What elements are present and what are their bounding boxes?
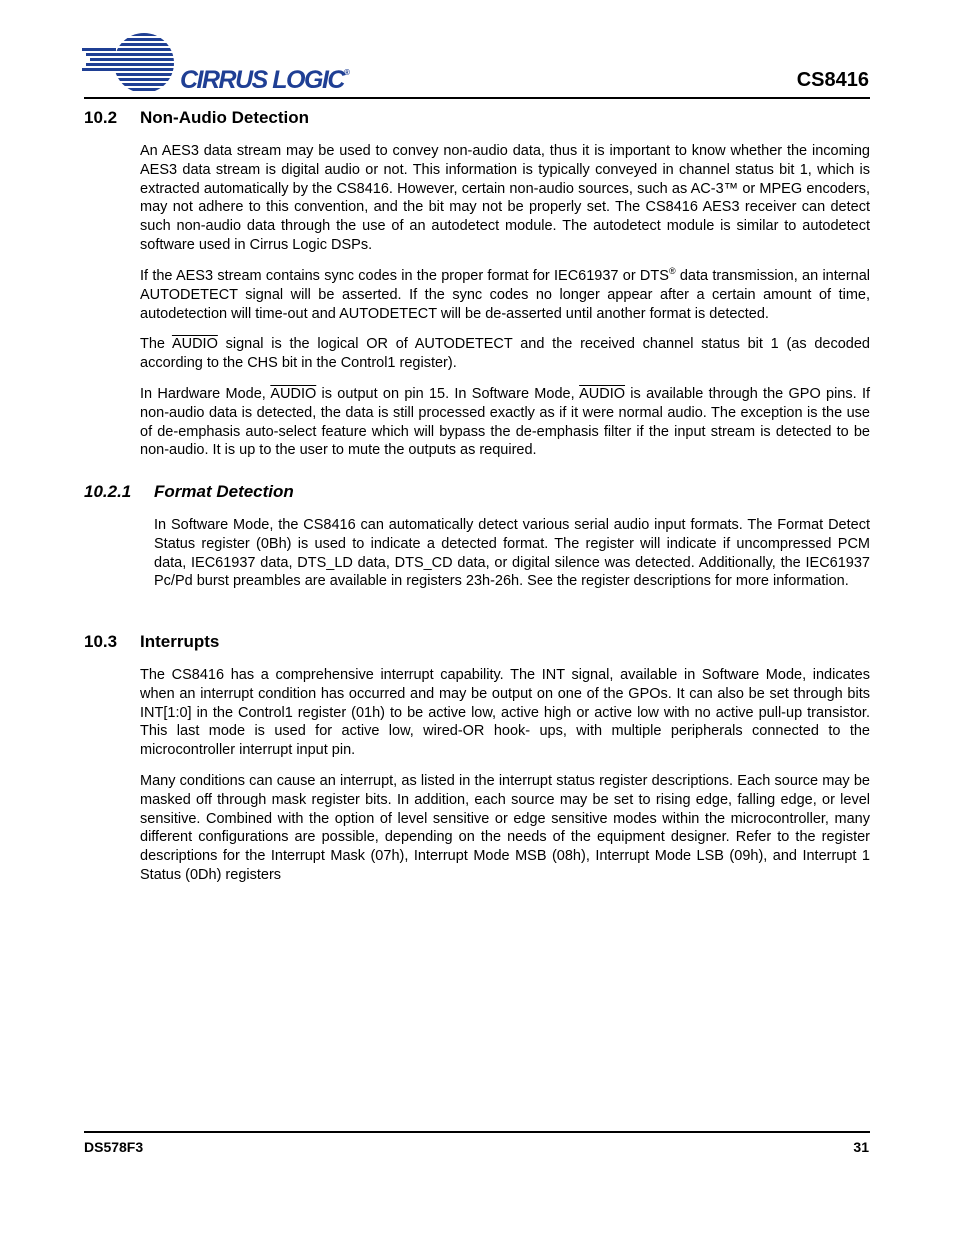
paragraph: An AES3 data stream may be used to convey non-audio data, thus it is important to know whether the incoming AES3 data stream is digital audio or not. This information is typically conveyed in channel status bit 1, which is extracted automatically by the CS8416. However, certain non-audio sources, such as AC-3™ or MPEG encoders, may not adhere to this convention, and the bit may not be properly set. The CS8416 AES3 receiver can detect such non-audio data through the use of an autodetect module. The autodetect module is similar to autodetect software used in Cirrus Logic DSPs. bbox=[140, 143, 870, 253]
section-number: 10.2.1 bbox=[84, 482, 132, 501]
document-id: DS578F3 bbox=[84, 1139, 144, 1155]
section-number: 10.3 bbox=[84, 632, 118, 651]
audio-signal-name: AUDIO bbox=[171, 336, 218, 352]
part-number: CS8416 bbox=[796, 69, 869, 91]
section-heading-10-2-1 bbox=[84, 482, 294, 502]
section-number: 10.2 bbox=[84, 108, 118, 127]
section-title: Format Detection bbox=[154, 482, 294, 501]
paragraph: The AUDIO signal is the logical OR of AUTODETECT and the received channel status bit 1 (as decoded according to the CHS bit in the Control1 register). bbox=[140, 336, 870, 371]
footer-rule bbox=[84, 1131, 870, 1133]
paragraph: The CS8416 has a comprehensive interrupt capability. The INT signal, available in Software Mode, indicates when an interrupt condition has occurred and may be output on one of the GPOs. It can also be set through bits INT[1:0] in the Control1 register (01h) to be active low, active high or active low with no active pull-up transistor. This last mode is used for active low, wired-OR hook- ups, with multiple peripherals connected to the microcontroller interrupt input pin. bbox=[140, 667, 870, 759]
audio-signal-name: AUDIO bbox=[579, 386, 626, 402]
logo-wordmark: CIRRUS LOGIC® bbox=[180, 66, 350, 94]
paragraph: In Hardware Mode, AUDIO is output on pin 15. In Software Mode, AUDIO is available through the GPO pins. If non-audio data is detected, the data is still processed exactly as if it were normal audio. The exception is the use of de-emphasis auto-select feature which will bypass the de-emphasis filter if the input stream is detected to be non-audio. It is up to the user to mute the outputs as required. bbox=[140, 386, 870, 459]
audio-signal-name: AUDIO bbox=[270, 386, 317, 402]
paragraph: In Software Mode, the CS8416 can automatically detect various serial audio input formats. The Format Detect Status register (0Bh) is used to indicate a detected format. The register will indicate if uncompressed PCM data, IEC61937 data, DTS_LD data, DTS_CD data, or digital silence was detected. Additionally, the IEC61937 Pc/Pd burst preambles are available in registers 23h-26h. See the register descriptions for more information. bbox=[154, 517, 870, 590]
section-title: Interrupts bbox=[140, 632, 220, 651]
paragraph: If the AES3 stream contains sync codes in the proper format for IEC61937 or DTS® data transmission, an internal AUTODETECT signal will be asserted. If the sync codes no longer appear after a certain amount of time, autodetection will time-out and AUTODETECT will be de-asserted until another format is detected. bbox=[140, 266, 870, 322]
section-heading-10-2 bbox=[84, 108, 309, 128]
section-title: Non-Audio Detection bbox=[140, 108, 310, 127]
paragraph: Many conditions can cause an interrupt, as listed in the interrupt status register descriptions. Each source may be masked off through mask register bits. In addition, each source may be set to rising edge, falling edge, or level sensitive. Combined with the option of level sensitive or edge sensitive modes within the microcontroller, many different configurations are possible, depending on the needs of the equipment designer. Refer to the register descriptions for the Interrupt Mask (07h), Interrupt Mode MSB (08h), Interrupt Mode LSB (09h), and Interrupt 1 Status (0Dh) registers bbox=[140, 773, 870, 883]
page-number: 31 bbox=[853, 1139, 869, 1155]
section-heading-10-3 bbox=[84, 632, 219, 652]
header-rule bbox=[84, 97, 870, 99]
